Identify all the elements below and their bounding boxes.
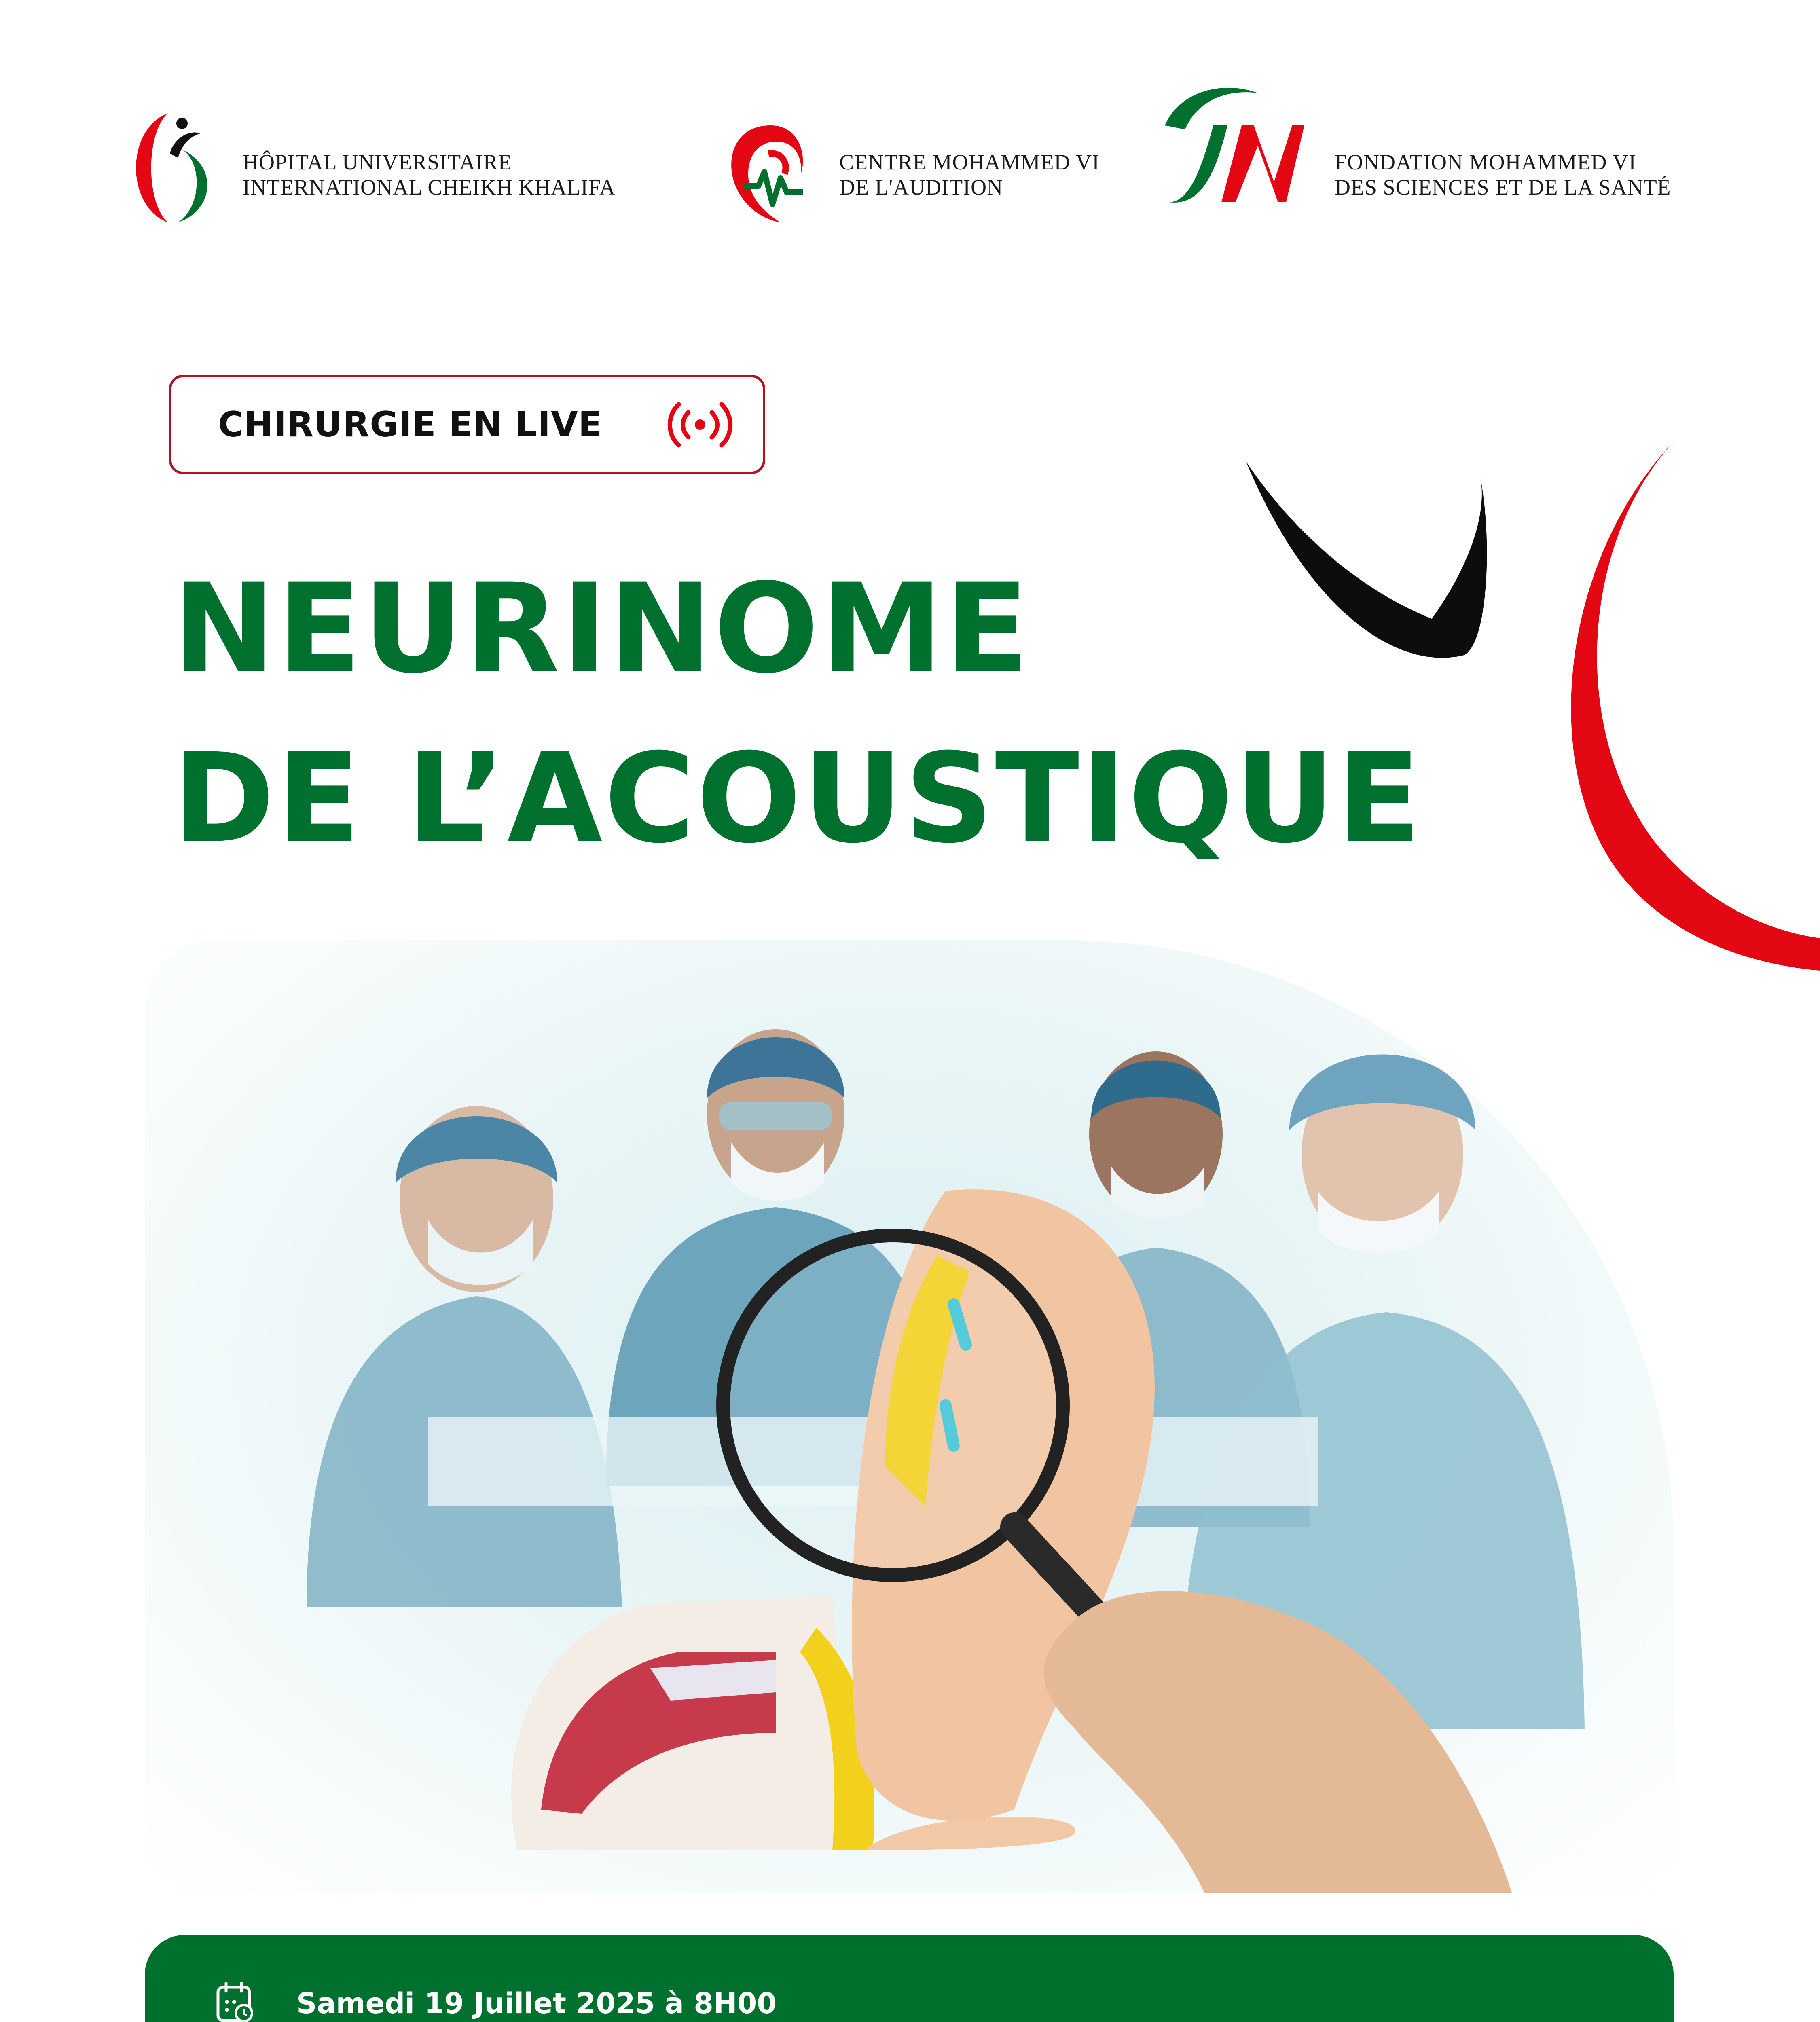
audition-logo-line2: DE L'AUDITION bbox=[839, 175, 1003, 199]
surgeon-1 bbox=[307, 1106, 622, 1607]
live-surgery-badge bbox=[169, 375, 765, 474]
calendar-icon bbox=[216, 1982, 254, 2022]
audition-logo-line1: CENTRE MOHAMMED VI bbox=[839, 150, 1100, 174]
fondation-logo-line1: FONDATION MOHAMMED VI bbox=[1335, 150, 1637, 174]
event-info-panel bbox=[145, 1935, 1674, 2022]
audition-logo-mark bbox=[720, 117, 821, 235]
hck-logo-mark bbox=[121, 105, 226, 231]
fondation-logo-line2: DES SCIENCES ET DE LA SANTÉ bbox=[1335, 175, 1671, 199]
live-broadcast-icon bbox=[665, 400, 736, 450]
surgery-photo bbox=[145, 940, 1674, 1893]
decorative-red-crescent bbox=[1565, 437, 1820, 971]
fondation-logo-mark bbox=[1157, 81, 1318, 214]
title-line1: NEURINOME bbox=[172, 557, 1031, 700]
hck-logo-line1: HÔPITAL UNIVERSITAIRE bbox=[243, 150, 512, 174]
event-date: Samedi 19 Juillet 2025 à 8H00 bbox=[296, 1987, 777, 2020]
title-line2: DE L’ACOUSTIQUE bbox=[172, 727, 1423, 870]
decorative-black-crescent bbox=[1238, 453, 1496, 663]
hck-logo-line2: INTERNATIONAL CHEIKH KHALIFA bbox=[243, 175, 616, 199]
surgeons-and-ear-illustration bbox=[145, 940, 1674, 1893]
live-badge-label: CHIRURGIE EN LIVE bbox=[218, 404, 603, 445]
